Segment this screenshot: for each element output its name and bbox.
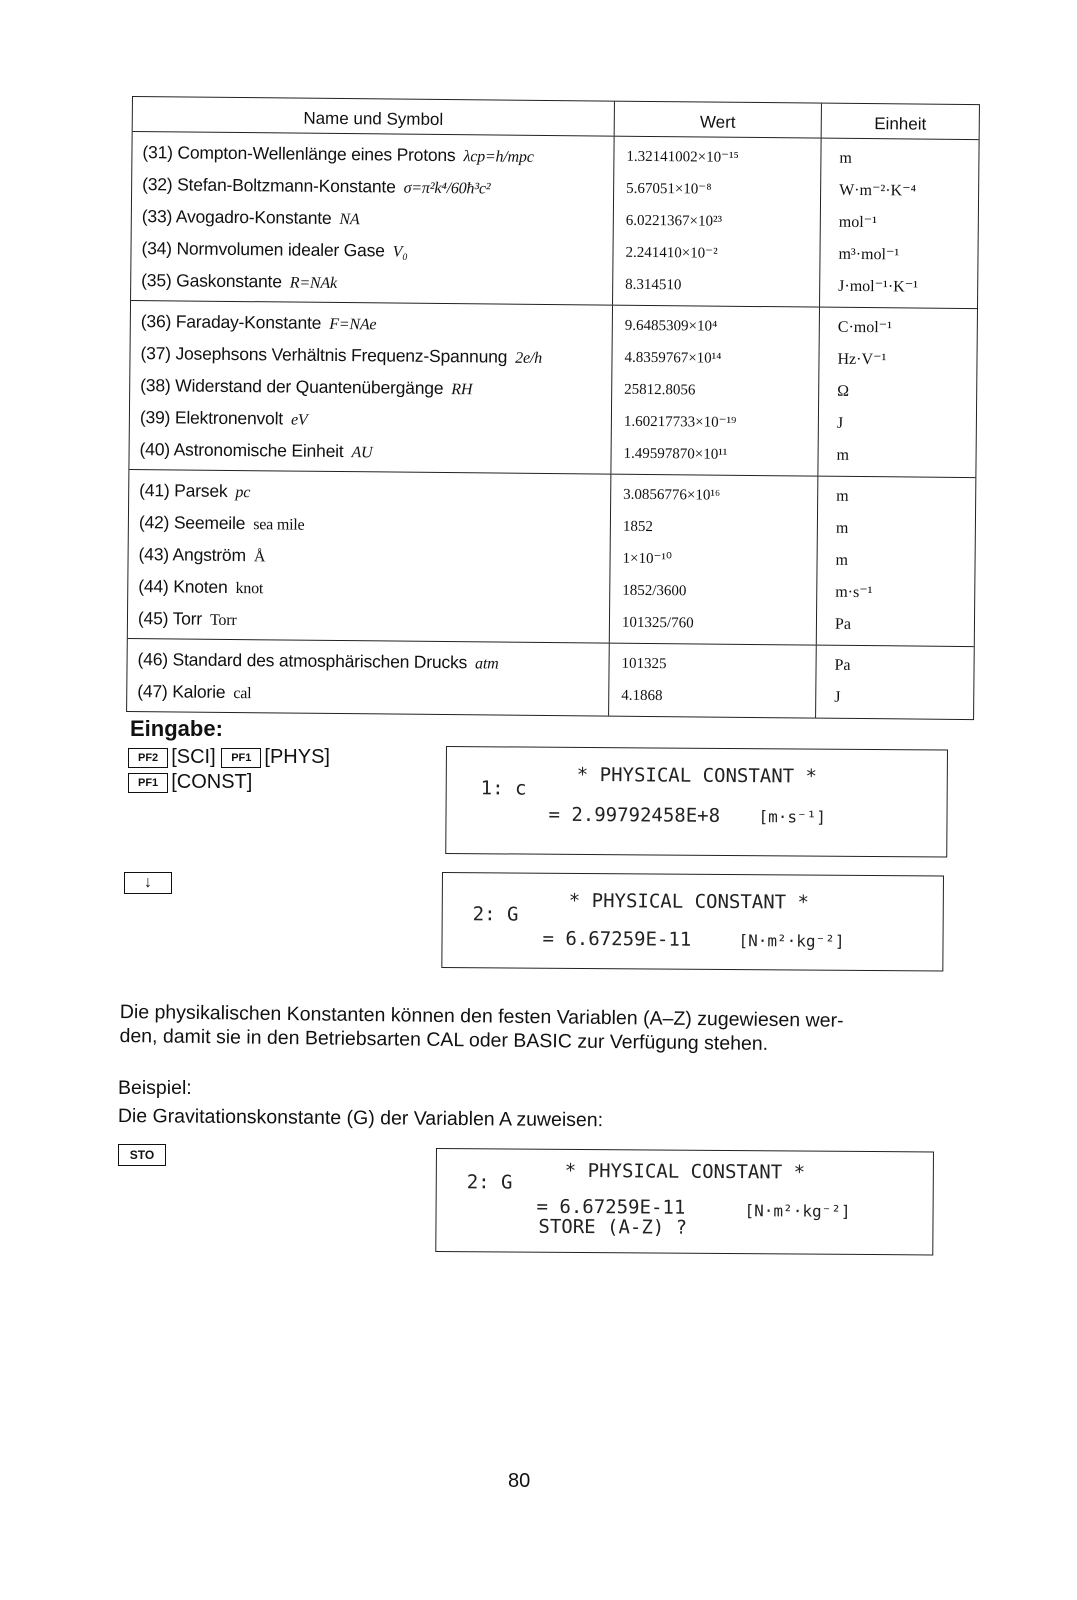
pf1-key[interactable]: PF1 bbox=[128, 773, 168, 793]
paragraph-line: Die physikalischen Konstanten können den festen Variablen (A–Z) zugewiesen wer- bbox=[119, 1000, 844, 1032]
constant-unit: C·mol⁻¹ bbox=[837, 318, 893, 337]
constant-value: 1.32141002×10⁻¹⁵ bbox=[626, 148, 739, 166]
constant-name: (39) Elektronenvolt bbox=[139, 407, 284, 429]
table-row bbox=[137, 643, 608, 680]
pf1-key[interactable]: PF1 bbox=[221, 748, 261, 768]
constant-name: (35) Gaskonstante bbox=[141, 270, 282, 292]
constant-symbol: V₀ bbox=[392, 243, 408, 261]
lcd-display-1 bbox=[445, 746, 948, 858]
table-row bbox=[137, 675, 608, 712]
constant-unit: m bbox=[835, 551, 849, 569]
constant-unit: Pa bbox=[834, 656, 851, 674]
constant-unit: Pa bbox=[834, 615, 852, 633]
page-number: 80 bbox=[508, 1470, 531, 1492]
constant-symbol: cal bbox=[233, 685, 252, 703]
table-group bbox=[127, 639, 974, 719]
constant-symbol: F=NAe bbox=[329, 315, 377, 334]
table-row bbox=[138, 538, 609, 575]
key-sequence-2 bbox=[128, 771, 252, 794]
table-row bbox=[140, 337, 611, 374]
lcd-display-3 bbox=[435, 1148, 934, 1255]
constant-symbol: R=NAk bbox=[289, 274, 337, 292]
table-group bbox=[128, 470, 976, 647]
constant-value: 6.0221367×10²³ bbox=[625, 212, 723, 230]
table-row bbox=[141, 264, 612, 301]
constant-name: (40) Astronomische Einheit bbox=[139, 439, 344, 462]
example-label: Beispiel: bbox=[118, 1077, 192, 1099]
display-value: = 6.67259E-11 bbox=[536, 1195, 686, 1219]
sto-key[interactable]: STO bbox=[118, 1144, 166, 1166]
constant-name: (43) Angström bbox=[138, 544, 247, 566]
table-row bbox=[139, 474, 610, 511]
header-unit: Einheit bbox=[874, 114, 927, 134]
constant-unit: W·m⁻²·K⁻⁴ bbox=[839, 181, 917, 200]
header-name: Name und Symbol bbox=[133, 97, 615, 136]
constant-symbol: pc bbox=[235, 484, 251, 502]
table-row bbox=[138, 602, 609, 639]
constants-table bbox=[126, 96, 980, 720]
table-row bbox=[140, 401, 611, 438]
display-unit: [N·m²·kg⁻²] bbox=[738, 931, 845, 951]
constant-unit: J·mol⁻¹·K⁻¹ bbox=[838, 277, 919, 296]
description-paragraph bbox=[119, 1000, 843, 1057]
constant-unit: m·s⁻¹ bbox=[835, 583, 873, 602]
pf2-key[interactable]: PF2 bbox=[128, 748, 168, 768]
constant-value: 101325/760 bbox=[621, 614, 694, 632]
display-index: 2: G bbox=[472, 903, 519, 926]
display-header: * PHYSICAL CONSTANT * bbox=[568, 889, 810, 914]
constant-value: 9.6485309×10⁴ bbox=[624, 317, 718, 335]
table-row bbox=[142, 200, 613, 237]
constant-value: 1×10⁻¹⁰ bbox=[622, 550, 673, 568]
constant-symbol: Å bbox=[253, 548, 266, 566]
key-sequence-1 bbox=[128, 746, 330, 769]
constant-symbol: Torr bbox=[209, 611, 237, 630]
constant-unit: Ω bbox=[837, 382, 850, 400]
constant-value: 101325 bbox=[621, 655, 667, 673]
display-unit: [N·m²·kg⁻²] bbox=[744, 1201, 851, 1221]
constant-value: 1.60217733×10⁻¹⁹ bbox=[623, 413, 737, 431]
constant-name: (47) Kalorie bbox=[137, 681, 226, 702]
constant-unit: mol⁻¹ bbox=[838, 213, 878, 232]
constant-unit: m bbox=[839, 149, 852, 167]
constant-unit: m bbox=[836, 446, 850, 464]
constant-symbol: RH bbox=[451, 381, 473, 399]
constant-value: 4.8359767×10¹⁴ bbox=[624, 349, 722, 367]
constant-symbol: 2e/h bbox=[515, 349, 543, 367]
table-group bbox=[129, 301, 977, 478]
constant-name: (33) Avogadro-Konstante bbox=[141, 206, 332, 228]
display-unit: [m·s⁻¹] bbox=[758, 807, 827, 827]
constant-name: (34) Normvolumen idealer Gase bbox=[141, 238, 385, 261]
display-prompt: STORE (A-Z) ? bbox=[538, 1215, 688, 1239]
display-index: 1: c bbox=[480, 777, 527, 800]
constant-symbol: λcp=h/mpc bbox=[463, 148, 534, 166]
header-value: Wert bbox=[615, 102, 822, 138]
constant-name: (37) Josephsons Verhältnis Frequenz-Spannung bbox=[140, 343, 508, 367]
constant-value: 3.0856776×10¹⁶ bbox=[623, 486, 721, 504]
constant-symbol: knot bbox=[235, 580, 264, 598]
table-row bbox=[139, 433, 610, 470]
constant-value: 25812.8056 bbox=[624, 381, 696, 399]
constant-name: (41) Parsek bbox=[139, 480, 228, 501]
display-header: * PHYSICAL CONSTANT * bbox=[576, 763, 818, 788]
down-arrow-key[interactable] bbox=[124, 872, 172, 894]
constant-symbol: NA bbox=[339, 210, 360, 229]
constant-value: 1852 bbox=[622, 518, 653, 536]
display-value: = 2.99792458E+8 bbox=[548, 803, 721, 827]
constant-name: (46) Standard des atmosphärischen Drucks bbox=[137, 649, 468, 673]
constant-symbol: eV bbox=[290, 411, 308, 429]
const-label: [CONST] bbox=[171, 771, 253, 793]
example-text: Die Gravitationskonstante (G) der Variablen A zuweisen: bbox=[117, 1105, 604, 1132]
constant-name: (44) Knoten bbox=[138, 576, 228, 597]
constant-value: 1852/3600 bbox=[622, 582, 687, 600]
constant-name: (31) Compton-Wellenlänge eines Protons bbox=[142, 142, 456, 166]
constant-symbol: sea mile bbox=[253, 516, 305, 534]
constant-value: 1.49597870×10¹¹ bbox=[623, 445, 728, 463]
constant-symbol: atm bbox=[475, 655, 499, 673]
constant-unit: m bbox=[836, 487, 849, 505]
constant-value: 4.1868 bbox=[621, 687, 663, 705]
constant-name: (38) Widerstand der Quantenübergänge bbox=[140, 375, 444, 399]
table-row bbox=[139, 506, 610, 543]
table-row bbox=[140, 369, 611, 406]
constant-unit: J bbox=[836, 414, 844, 432]
table-group bbox=[131, 132, 979, 309]
display-value: = 6.67259E-11 bbox=[542, 927, 692, 951]
constant-value: 5.67051×10⁻⁸ bbox=[626, 180, 712, 198]
table-row bbox=[141, 305, 612, 342]
constant-unit: m³·mol⁻¹ bbox=[838, 245, 900, 264]
constant-unit: J bbox=[834, 688, 841, 706]
down-arrow-icon: ↓ bbox=[144, 874, 152, 891]
constant-unit: m bbox=[835, 519, 849, 537]
constant-name: (32) Stefan-Boltzmann-Konstante bbox=[142, 174, 396, 197]
display-index: 2: G bbox=[466, 1171, 513, 1194]
constant-symbol: AU bbox=[351, 444, 373, 462]
constant-name: (36) Faraday-Konstante bbox=[140, 311, 322, 333]
paragraph-line: den, damit sie in den Betriebsarten CAL oder BASIC zur Verfügung stehen. bbox=[119, 1024, 769, 1055]
lcd-display-2 bbox=[441, 872, 944, 972]
table-row bbox=[142, 168, 613, 205]
constant-name: (45) Torr bbox=[137, 608, 203, 629]
sci-label: [SCI] bbox=[171, 746, 216, 768]
table-row bbox=[138, 570, 609, 607]
constant-unit: Hz·V⁻¹ bbox=[837, 350, 887, 369]
phys-label: [PHYS] bbox=[264, 746, 330, 768]
table-row bbox=[141, 232, 612, 269]
table-row bbox=[142, 136, 613, 173]
constant-value: 8.314510 bbox=[625, 276, 682, 294]
constant-value: 2.241410×10⁻² bbox=[625, 244, 718, 262]
constant-name: (42) Seemeile bbox=[138, 512, 246, 534]
display-header: * PHYSICAL CONSTANT * bbox=[564, 1159, 806, 1184]
eingabe-heading: Eingabe: bbox=[130, 716, 223, 741]
constant-symbol: σ=π²k⁴/60ħ³c² bbox=[403, 179, 491, 198]
